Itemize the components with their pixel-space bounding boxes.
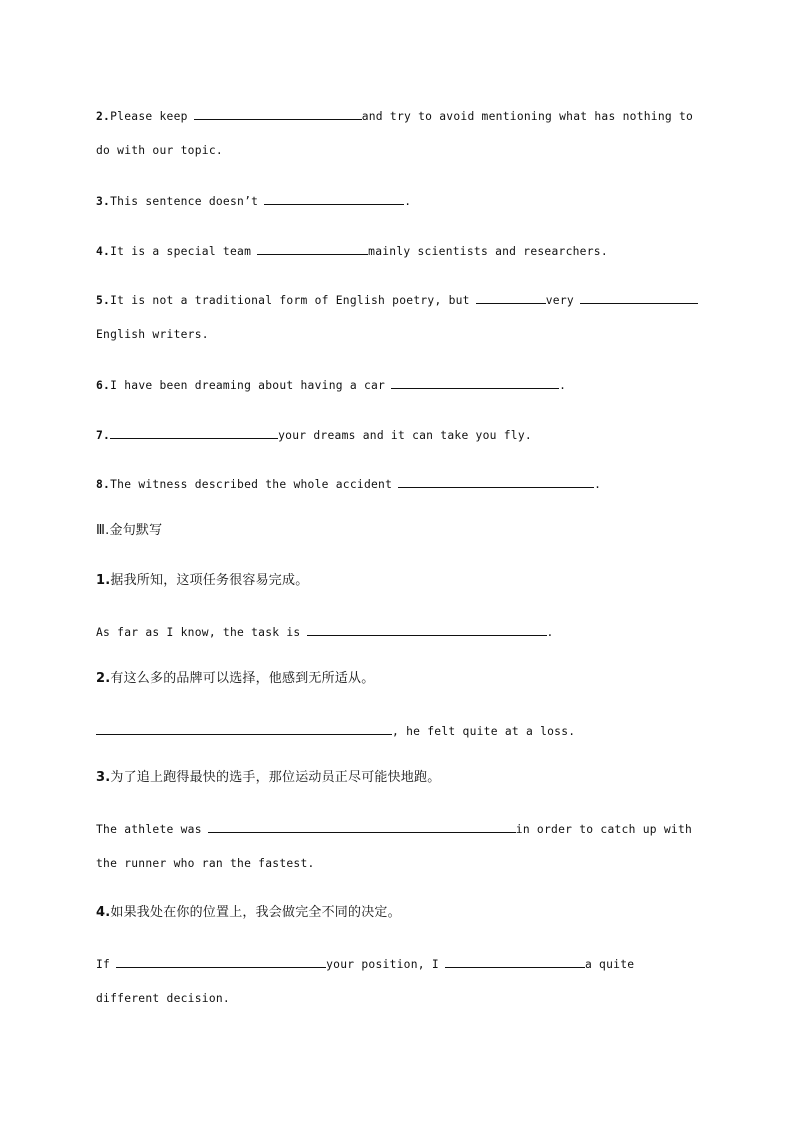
sentence-number: 3. — [96, 770, 111, 785]
sentence-text: your position, I — [326, 958, 439, 971]
question-number: 3. — [96, 195, 111, 208]
chinese-prompt: 如果我处在你的位置上，我会做完全不同的决定。 — [110, 905, 401, 920]
question-number: 8. — [96, 478, 111, 491]
sentence-4-chinese — [96, 905, 401, 921]
question-text: Please keep — [110, 110, 188, 123]
sentence-3-english-line2 — [96, 856, 315, 872]
sentence-2-chinese — [96, 671, 374, 687]
question-text: The witness described the whole accident — [110, 478, 393, 491]
question-text: very — [545, 294, 574, 307]
question-5-line2 — [96, 327, 209, 343]
sentence-2-english — [96, 722, 575, 740]
question-text: . — [594, 478, 602, 491]
answer-blank[interactable] — [110, 426, 278, 439]
sentence-text: , he felt quite at a loss. — [392, 725, 576, 738]
section-heading: Ⅲ.金句默写 — [96, 523, 163, 538]
question-text: It is not a traditional form of English poetry, but — [110, 294, 470, 307]
question-text: mainly scientists and researchers. — [368, 245, 608, 258]
sentence-text: different decision. — [96, 992, 230, 1005]
question-text: . — [404, 195, 412, 208]
question-text: This sentence doesn’t — [110, 195, 259, 208]
sentence-text: If — [96, 958, 111, 971]
sentence-4-english-line2 — [96, 991, 230, 1007]
chinese-prompt: 有这么多的品牌可以选择，他感到无所适从。 — [110, 671, 375, 686]
question-4-line — [96, 242, 608, 260]
answer-blank[interactable] — [264, 192, 404, 205]
question-number: 2. — [96, 110, 111, 123]
sentence-4-english-line1 — [96, 955, 634, 973]
sentence-3-chinese — [96, 770, 440, 786]
question-text: do with our topic. — [96, 144, 223, 157]
answer-blank[interactable] — [398, 475, 594, 488]
answer-blank[interactable] — [194, 107, 362, 120]
sentence-text: the runner who ran the fastest. — [96, 857, 315, 870]
question-3-line — [96, 192, 411, 210]
answer-blank[interactable] — [116, 955, 326, 968]
question-5-line1 — [96, 291, 698, 309]
sentence-number: 4. — [96, 905, 111, 920]
question-6-line — [96, 376, 566, 394]
question-text: I have been dreaming about having a car — [110, 379, 386, 392]
answer-blank[interactable] — [257, 242, 368, 255]
sentence-number: 2. — [96, 671, 111, 686]
answer-blank[interactable] — [580, 291, 698, 304]
question-8-line — [96, 475, 601, 493]
question-number: 7. — [96, 429, 111, 442]
sentence-text: The athlete was — [96, 823, 202, 836]
answer-blank[interactable] — [445, 955, 585, 968]
question-number: 5. — [96, 294, 111, 307]
sentence-text: a quite — [584, 958, 635, 971]
question-text: . — [559, 379, 567, 392]
question-text: English writers. — [96, 328, 209, 341]
answer-blank[interactable] — [391, 376, 559, 389]
sentence-text: . — [546, 626, 554, 639]
chinese-prompt: 据我所知，这项任务很容易完成。 — [110, 573, 309, 588]
sentence-number: 1. — [96, 573, 111, 588]
answer-blank[interactable] — [96, 722, 392, 735]
question-number: 4. — [96, 245, 111, 258]
question-2-line1 — [96, 107, 693, 125]
sentence-text: in order to catch up with — [515, 823, 693, 836]
question-text: your dreams and it can take you fly. — [278, 429, 532, 442]
answer-blank[interactable] — [307, 623, 547, 636]
question-text: and try to avoid mentioning what has nothing to — [361, 110, 694, 123]
question-2-line2 — [96, 143, 223, 159]
question-text: It is a special team — [110, 245, 252, 258]
chinese-prompt: 为了追上跑得最快的选手，那位运动员正尽可能快地跑。 — [110, 770, 441, 785]
answer-blank[interactable] — [476, 291, 546, 304]
question-7-line — [96, 426, 532, 444]
sentence-3-english-line1 — [96, 820, 692, 838]
answer-blank[interactable] — [208, 820, 516, 833]
question-number: 6. — [96, 379, 111, 392]
sentence-1-chinese — [96, 573, 308, 589]
sentence-text: As far as I know, the task is — [96, 626, 301, 639]
sentence-1-english — [96, 623, 554, 641]
